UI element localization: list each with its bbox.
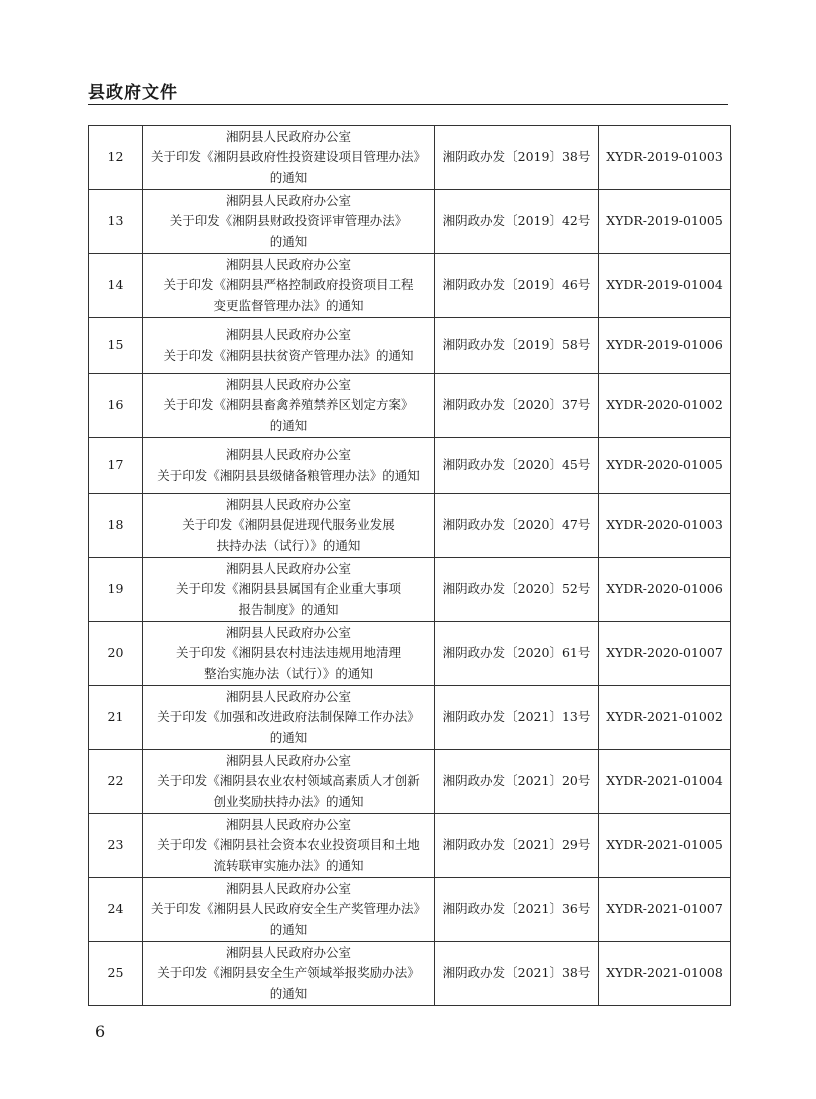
- document-number: 湘阴政办发〔2020〕61号: [435, 622, 599, 686]
- document-number: 湘阴政办发〔2019〕58号: [435, 318, 599, 374]
- document-title-cell: [143, 558, 435, 622]
- registration-code: XYDR-2019-01003: [599, 126, 731, 190]
- document-title-cell: [143, 438, 435, 494]
- table-row: [89, 622, 731, 686]
- registration-code: XYDR-2021-01004: [599, 750, 731, 814]
- row-number: 14: [89, 254, 143, 318]
- table-row: [89, 126, 731, 190]
- document-title-cell: [143, 750, 435, 814]
- document-title-line: 湘阴县人民政府办公室: [225, 624, 351, 640]
- row-number: 25: [89, 942, 143, 1006]
- document-title-line: 变更监督管理办法》的通知: [213, 297, 364, 313]
- row-number: 17: [89, 438, 143, 494]
- table-row: [89, 750, 731, 814]
- document-title-line: 创业奖励扶持办法》的通知: [213, 793, 364, 809]
- document-number: 湘阴政办发〔2020〕45号: [435, 438, 599, 494]
- table-row: [89, 878, 731, 942]
- registration-code: XYDR-2021-01002: [599, 686, 731, 750]
- document-number: 湘阴政办发〔2019〕42号: [435, 190, 599, 254]
- document-number: 湘阴政办发〔2020〕47号: [435, 494, 599, 558]
- document-title-line: 湘阴县人民政府办公室: [225, 447, 351, 462]
- table-row: [89, 494, 731, 558]
- document-title-line: 湘阴县人民政府办公室: [225, 560, 351, 576]
- document-title-line: 关于印发《加强和改进政府法制保障工作办法》: [157, 709, 420, 725]
- document-title-line: 湘阴县人民政府办公室: [225, 327, 351, 342]
- document-title-line: 关于印发《湘阴县县级储备粮管理办法》的通知: [157, 467, 420, 483]
- row-number: 24: [89, 878, 143, 942]
- table-row: [89, 438, 731, 494]
- registration-code: XYDR-2020-01002: [599, 374, 731, 438]
- registration-code: XYDR-2019-01006: [599, 318, 731, 374]
- document-title-line: 的通知: [269, 921, 308, 937]
- row-number: 22: [89, 750, 143, 814]
- table-row: [89, 686, 731, 750]
- document-title-cell: [143, 878, 435, 942]
- table-row: [89, 318, 731, 374]
- registration-code: XYDR-2020-01006: [599, 558, 731, 622]
- registration-code: XYDR-2021-01005: [599, 814, 731, 878]
- document-title-line: 关于印发《湘阴县农村违法违规用地清理: [175, 645, 401, 661]
- document-title-line: 关于印发《湘阴县社会资本农业投资项目和土地: [157, 837, 420, 853]
- page-header-title: 县政府文件: [88, 83, 178, 103]
- document-number: 湘阴政办发〔2019〕46号: [435, 254, 599, 318]
- document-title-line: 流转联审实施办法》的通知: [213, 857, 364, 873]
- document-table-body: [89, 126, 731, 1006]
- document-title-line: 的通知: [269, 169, 308, 185]
- document-title-line: 湘阴县人民政府办公室: [225, 944, 351, 960]
- document-title-line: 扶持办法（试行）》的通知: [216, 537, 361, 553]
- document-title-line: 关于印发《湘阴县政府性投资建设项目管理办法》: [150, 149, 426, 165]
- table-row: [89, 558, 731, 622]
- document-title-cell: [143, 254, 435, 318]
- registration-code: XYDR-2020-01003: [599, 494, 731, 558]
- document-title-line: 关于印发《湘阴县安全生产领域举报奖励办法》: [157, 965, 420, 981]
- table-row: [89, 942, 731, 1006]
- document-title-line: 湘阴县人民政府办公室: [225, 496, 351, 512]
- document-number: 湘阴政办发〔2021〕20号: [435, 750, 599, 814]
- document-title-line: 湘阴县人民政府办公室: [225, 752, 351, 768]
- registration-code: XYDR-2019-01004: [599, 254, 731, 318]
- document-number: 湘阴政办发〔2020〕37号: [435, 374, 599, 438]
- document-title-line: 的通知: [269, 985, 308, 1001]
- document-title-line: 湘阴县人民政府办公室: [225, 192, 351, 208]
- registration-code: XYDR-2020-01007: [599, 622, 731, 686]
- document-title-line: 关于印发《湘阴县扶贫资产管理办法》的通知: [163, 347, 414, 363]
- document-table: [88, 125, 731, 1006]
- row-number: 20: [89, 622, 143, 686]
- document-title-cell: [143, 942, 435, 1006]
- document-number: 湘阴政办发〔2021〕38号: [435, 942, 599, 1006]
- row-number: 13: [89, 190, 143, 254]
- document-title-cell: [143, 494, 435, 558]
- registration-code: XYDR-2021-01007: [599, 878, 731, 942]
- document-number: 湘阴政办发〔2021〕13号: [435, 686, 599, 750]
- document-title-line: 的通知: [269, 729, 308, 745]
- document-title-line: 湘阴县人民政府办公室: [225, 880, 351, 896]
- row-number: 19: [89, 558, 143, 622]
- row-number: 23: [89, 814, 143, 878]
- row-number: 18: [89, 494, 143, 558]
- document-title-cell: [143, 190, 435, 254]
- document-title-line: 的通知: [269, 233, 308, 249]
- document-title-line: 报告制度》的通知: [238, 601, 339, 617]
- table-row: [89, 190, 731, 254]
- registration-code: XYDR-2021-01008: [599, 942, 731, 1006]
- document-title-line: 关于印发《湘阴县人民政府安全生产奖管理办法》: [150, 901, 426, 917]
- document-title-line: 湘阴县人民政府办公室: [225, 688, 351, 704]
- document-title-line: 的通知: [269, 417, 308, 433]
- document-title-line: 关于印发《湘阴县促进现代服务业发展: [182, 517, 395, 533]
- document-title-cell: [143, 622, 435, 686]
- document-number: 湘阴政办发〔2019〕38号: [435, 126, 599, 190]
- document-title-line: 湘阴县人民政府办公室: [225, 128, 351, 144]
- document-title-cell: [143, 686, 435, 750]
- document-title-line: 关于印发《湘阴县财政投资评审管理办法》: [169, 213, 408, 229]
- document-title-cell: [143, 814, 435, 878]
- document-number: 湘阴政办发〔2021〕36号: [435, 878, 599, 942]
- row-number: 21: [89, 686, 143, 750]
- document-title-line: 湘阴县人民政府办公室: [225, 816, 351, 832]
- document-title-cell: [143, 126, 435, 190]
- page-number: 6: [95, 1022, 106, 1041]
- document-title-line: 整治实施办法（试行）》的通知: [204, 665, 373, 681]
- header-divider: [88, 104, 728, 105]
- document-title-line: 关于印发《湘阴县县属国有企业重大事项: [175, 581, 401, 597]
- row-number: 12: [89, 126, 143, 190]
- document-title-line: 关于印发《湘阴县畜禽养殖禁养区划定方案》: [163, 397, 414, 413]
- registration-code: XYDR-2020-01005: [599, 438, 731, 494]
- document-title-cell: [143, 318, 435, 374]
- row-number: 15: [89, 318, 143, 374]
- document-number: 湘阴政办发〔2021〕29号: [435, 814, 599, 878]
- table-row: [89, 254, 731, 318]
- document-number: 湘阴政办发〔2020〕52号: [435, 558, 599, 622]
- document-title-line: 湘阴县人民政府办公室: [225, 376, 351, 392]
- document-title-line: 湘阴县人民政府办公室: [225, 256, 351, 272]
- document-title-cell: [143, 374, 435, 438]
- document-title-line: 关于印发《湘阴县严格控制政府投资项目工程: [163, 277, 414, 293]
- table-row: [89, 814, 731, 878]
- registration-code: XYDR-2019-01005: [599, 190, 731, 254]
- row-number: 16: [89, 374, 143, 438]
- document-title-line: 关于印发《湘阴县农业农村领域高素质人才创新: [157, 773, 420, 789]
- table-row: [89, 374, 731, 438]
